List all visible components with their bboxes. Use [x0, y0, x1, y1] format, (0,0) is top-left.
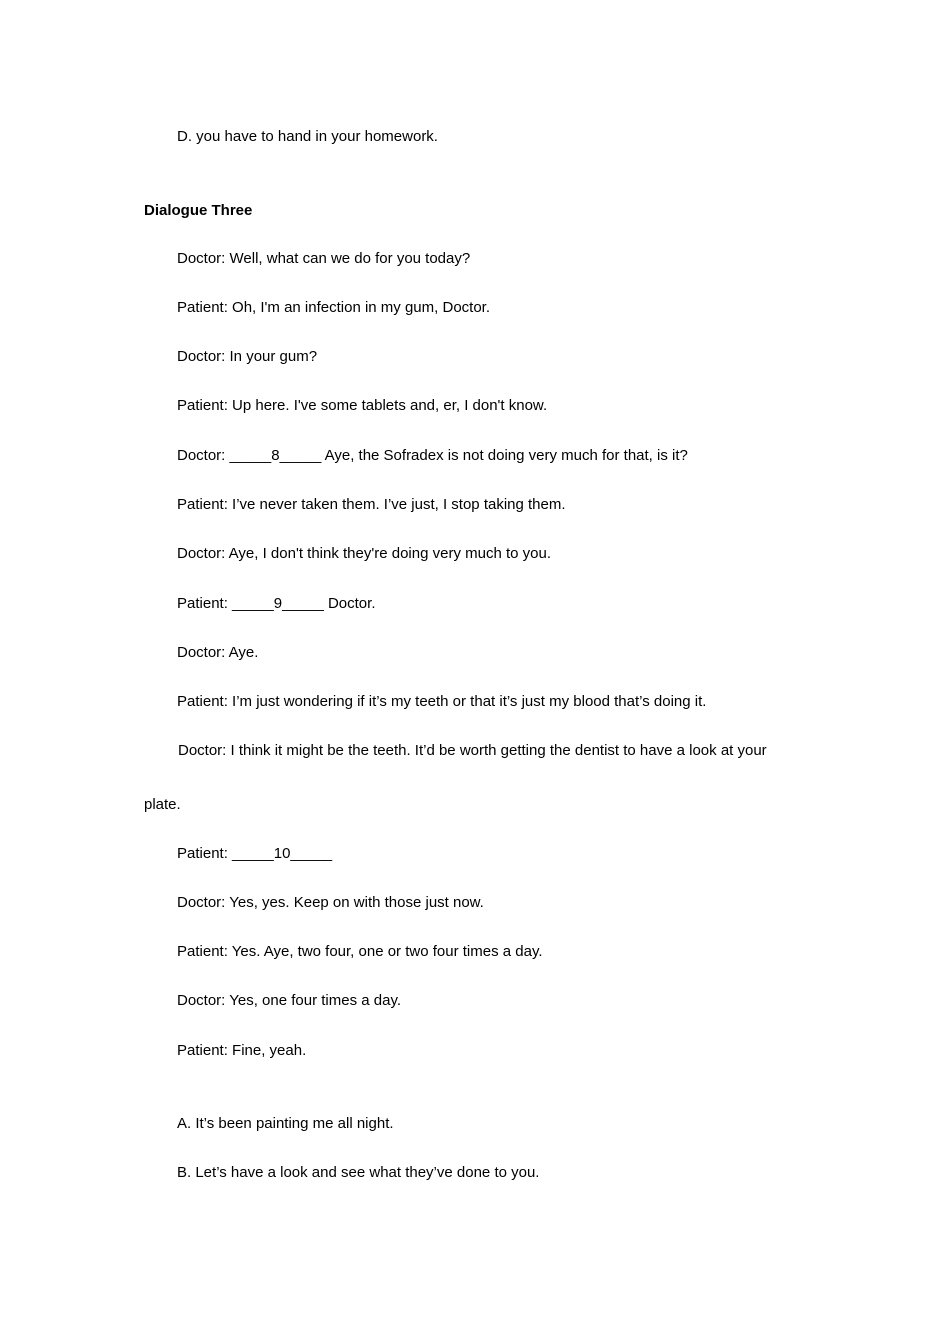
dialogue-line: Patient: Fine, yeah. — [177, 1042, 307, 1059]
dialogue-line: Doctor: Yes, yes. Keep on with those just now. — [177, 894, 484, 911]
dialogue-line-continuation: plate. — [144, 796, 181, 813]
dialogue-line-blank-10: Patient: _____10_____ — [177, 845, 333, 862]
dialogue-line: Patient: Yes. Aye, two four, one or two four times a day. — [177, 943, 543, 960]
dialogue-line: Doctor: In your gum? — [177, 348, 318, 365]
dialogue-line: Patient: I’m just wondering if it’s my teeth or that it’s just my blood that’s doing it. — [177, 693, 707, 710]
dialogue-line: Patient: Oh, I'm an infection in my gum, Doctor. — [177, 299, 491, 316]
previous-option-d: D. you have to hand in your homework. — [177, 128, 438, 145]
dialogue-line: Patient: I’ve never taken them. I’ve just, I stop taking them. — [177, 496, 566, 513]
option-b: B. Let’s have a look and see what they’ve done to you. — [177, 1164, 540, 1181]
dialogue-line: Patient: Up here. I've some tablets and, er, I don't know. — [177, 397, 548, 414]
dialogue-line: Doctor: Aye, I don't think they're doing very much to you. — [177, 545, 551, 562]
dialogue-line: Doctor: Well, what can we do for you today? — [177, 250, 471, 267]
dialogue-line: Doctor: I think it might be the teeth. It’d be worth getting the dentist to have a look at your — [178, 742, 767, 759]
option-a: A. It’s been painting me all night. — [177, 1115, 394, 1132]
dialogue-line: Doctor: Yes, one four times a day. — [177, 992, 402, 1009]
dialogue-line-blank-8: Doctor: _____8_____ Aye, the Sofradex is not doing very much for that, is it? — [177, 447, 688, 464]
dialogue-line: Doctor: Aye. — [177, 644, 259, 661]
dialogue-line-blank-9: Patient: _____9_____ Doctor. — [177, 595, 376, 612]
section-title: Dialogue Three — [144, 202, 253, 219]
